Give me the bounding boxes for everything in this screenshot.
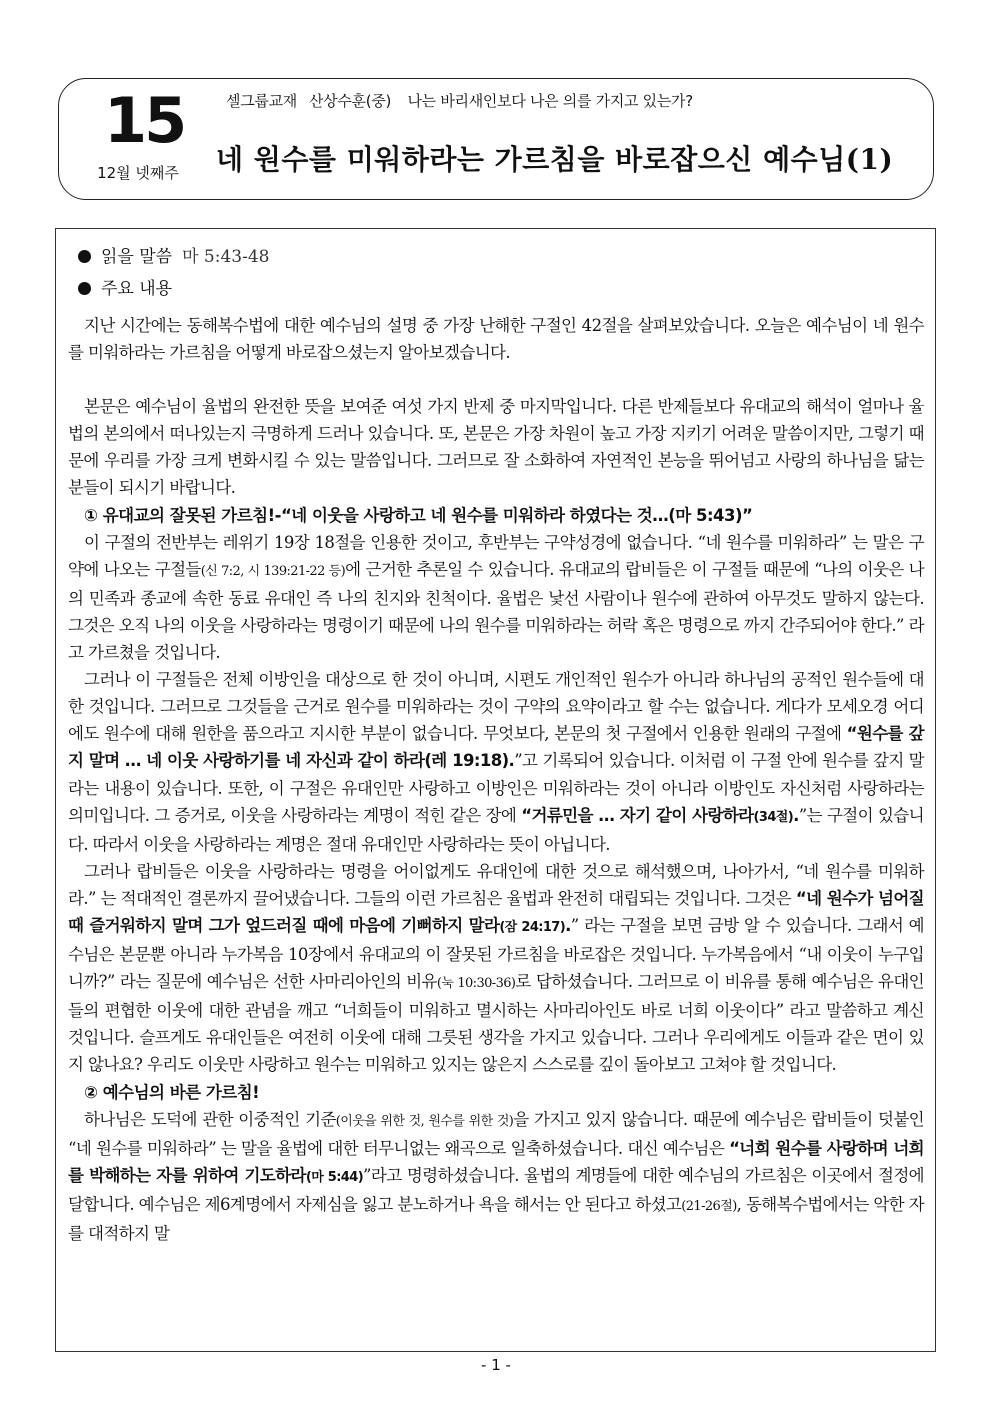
series-label: 셀그룹교재 [226, 92, 297, 110]
text-span: ” 라는 구절을 보면 금방 알 수 있습니다. 그래서 예수님은 본문뿐 아니라 누가복음 10장에서 유대교의 이 잘못된 가르침을 바로잡은 것입니다. 누가복음에서 “내 이웃이 누구입니까?” 라는 질문에 예수님은 선한 사마리아인의 비유 [68, 915, 924, 992]
section-heading-1: ① 유대교의 잘못된 가르침!-“네 이웃을 사랑하고 네 원수를 미워하라 하였다는 것…(마 5:43)” [84, 505, 753, 525]
paragraph-5 [68, 858, 924, 1079]
reference-span: (이웃을 위한 것, 원수를 위한 것) [335, 1113, 514, 1129]
text-span: ”라고 명령하셨습니다. 율법의 계명들에 대한 예수님의 가르침은 이곳에서 절정에 달합니다. 예수님은 제6계명에서 자제심을 잃고 분노하거나 욕을 해서는 안 된다고 하셨고 [68, 1165, 924, 1214]
main-content-label: 주요 내용 [101, 279, 173, 299]
reading-label: 읽을 말씀 [101, 247, 173, 267]
header-subtitle: 나는 바리새인보다 나은 의를 가지고 있는가? [407, 92, 693, 110]
series-line [226, 90, 693, 111]
paragraph-intro: 지난 시간에는 동해복수법에 대한 예수님의 설명 중 가장 난해한 구절인 42절을 살펴보았습니다. 오늘은 예수님이 네 원수를 미워하라는 가르침을 어떻게 바로잡으셨는지 알아보겠습니다. [68, 316, 924, 363]
text-span: 하나님은 도덕에 관한 이중적인 기준 [84, 1109, 336, 1129]
text-span: 그러나 랍비들은 이웃을 사랑하라는 명령을 어이없게도 유대인에 대한 것으로 해석했으며, 나아가서, “네 원수를 미워하라.” 는 적대적인 결론까지 끌어냈습니다. 그들의 이런 가르침은 율법과 완전히 대립되는 것입니다. 그것은 [68, 861, 924, 908]
week-label: 12월 넷째주 [97, 164, 179, 182]
paragraph-6 [68, 1106, 924, 1247]
main-content-row [78, 274, 172, 299]
text-span: , 동해복수법에서는 악한 자를 대적하지 말 [68, 1194, 925, 1243]
bullet-icon [78, 282, 91, 295]
page-title: 네 원수를 미워하라는 가르침을 바로잡으신 예수님(1) [216, 143, 894, 176]
text-span: 에 근거한 추론일 수 있습니다. 유대교의 랍비들은 이 구절들 때문에 “나의 이웃은 나의 민족과 종교에 속한 동료 유대인 즉 나의 친지와 친척이다. 율법은 낯선 사람이나 원수에 관하여 아무것도 말하지 않는다. 그것은 오직 나의 이웃을 사랑하라는 명령이기 때문에 나의 원수를 미워하라는 허락 혹은 명령으로 까지 간주되어야 한다.” 라고 가르쳤을 것입니다. [68, 559, 924, 663]
text-span: 로 답하셨습니다. 그러므로 이 비유를 통해 예수님은 유대인들의 편협한 이웃에 대한 관념을 깨고 “너희들이 미워하고 멸시하는 사마리아인도 바로 너희 이웃이다” 라고 말씀하고 계신 것입니다. 슬프게도 유대인들은 여전히 이웃에 대해 그릇된 생각을 가지고 있습니다. 그러나 우리에게도 이들과 같은 면이 있지 않나요? 우리도 이웃만 사랑하고 원수는 미워하고 있지는 않은지 스스로를 깊이 돌아보고 고쳐야 할 것입니다. [68, 972, 924, 1075]
reading-reference: 마 5:43-48 [182, 247, 270, 267]
text-span: ”고 기록되어 있습니다. 이처럼 이 구절 안에 원수를 갚지 말라는 내용이 있습니다. 또한, 이 구절은 유대인만 사랑하고 이방인은 미워하라는 것이 아니라 이방인도 자신처럼 사랑하라는 의미입니다. 그 증거로, 이웃을 사랑하라는 계명이 적힌 같은 장에 [68, 751, 924, 825]
reference-span: (눅 10:30-36) [436, 976, 516, 992]
reference-span: (마 5:44) [305, 1169, 364, 1185]
bold-quote-end: . [565, 915, 571, 935]
reference-span: (잠 24:17) [499, 919, 566, 935]
reference-span: (신 7:2, 시 139:21-22 등) [200, 563, 346, 579]
section-heading-2: ② 예수님의 바른 가르침! [84, 1082, 260, 1102]
text-span: ”는 구절이 있습니다. 따라서 이웃을 사랑하라는 계명은 절대 유대인만 사랑하라는 뜻이 아닙니다. [68, 805, 924, 854]
text-span: 그러나 이 구절들은 전체 이방인을 대상으로 한 것이 아니며, 시편도 개인적인 원수가 아니라 하나님의 공적인 원수들에 대한 것입니다. 그러므로 그것들을 근거로 원수를 미워하라는 것이 구약의 요약이라고 할 수는 없습니다. 게다가 모세오경 어디에도 원수에 대해 원한을 품으라고 지시한 부분이 없습니다. 무엇보다, 본문의 첫 구절에서 인용한 원래의 구절에 [68, 670, 924, 744]
paragraph-4 [68, 666, 924, 858]
body-text [68, 312, 924, 1247]
subseries-label: 산상수훈(중) [308, 92, 392, 110]
bold-quote: “네 원수가 넘어질 때 즐거워하지 말며 그가 엎드러질 때에 마음에 기뻐하지 말라 [68, 888, 924, 935]
paragraph-overview: 본문은 예수님이 율법의 완전한 뜻을 보여준 여섯 가지 반제 중 마지막입니다. 다른 반제들보다 유대교의 해석이 얼마나 율법의 본의에서 떠나있는지 극명하게 드러나 있습니다. 또, 본문은 가장 차원이 높고 가장 지키기 어려운 말씀이지만, 그렇기 때문에 우리를 가장 크게 변화시킬 수 있는 말씀입니다. 그러므로 잘 소화하여 자연적인 본능을 뛰어넘고 사랑의 하나님을 닮는 분들이 되시기 바랍니다. [68, 397, 924, 498]
text-span: 이 구절의 전반부는 레위기 19장 18절을 인용한 것이고, 후반부는 구약성경에 없습니다. “네 원수를 미워하라” 는 말은 구약에 나오는 구절들 [68, 532, 924, 579]
bullet-icon [78, 250, 91, 263]
bold-quote-end: . [793, 805, 799, 825]
paragraph-3 [68, 529, 924, 666]
reference-span: (34절) [753, 809, 794, 825]
lesson-number: 15 [104, 84, 185, 157]
page-number: - 1 - [481, 1356, 511, 1374]
reading-row [78, 242, 269, 267]
bold-quote: “너희 원수를 사랑하며 너희를 박해하는 자를 위하여 기도하라 [68, 1138, 924, 1185]
bold-quote: “원수를 갚지 말며 … 네 이웃 사랑하기를 네 자신과 같이 하라(레 19:18). [68, 724, 924, 771]
reference-span: (21-26절) [681, 1198, 737, 1214]
bold-quote: “거류민을 … 자기 같이 사랑하라 [521, 805, 754, 825]
text-span: 을 가지고 있지 않습니다. 때문에 예수님은 랍비들이 덧붙인 “네 원수를 미워하라” 는 말을 율법에 대한 터무니없는 왜곡으로 일축하셨습니다. 대신 예수님은 [68, 1109, 924, 1158]
